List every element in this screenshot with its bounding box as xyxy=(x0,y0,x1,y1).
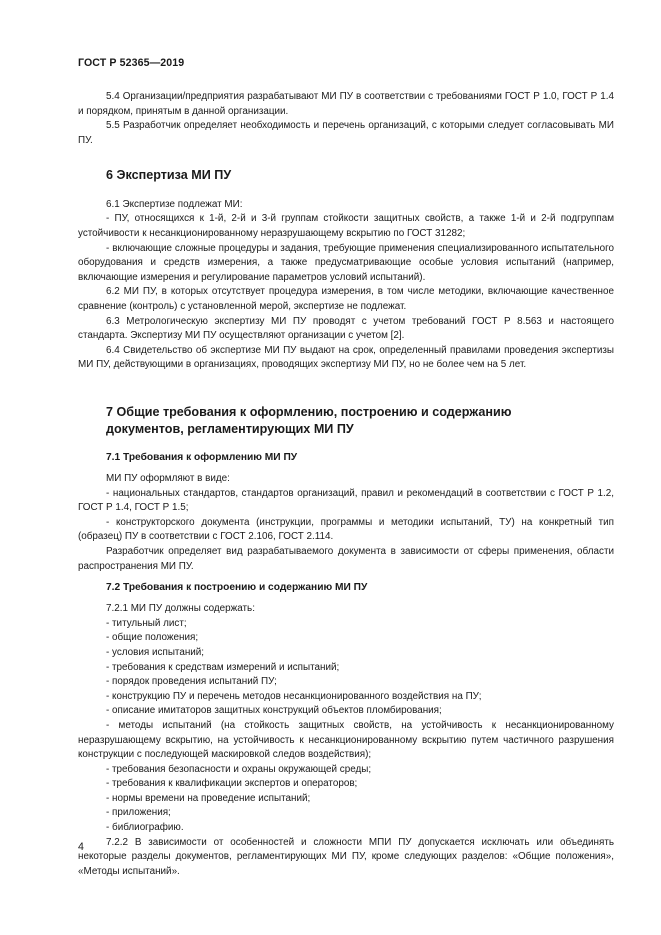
list-item: - приложения; xyxy=(106,807,171,819)
list-item: - нормы времени на проведение испытаний; xyxy=(106,792,311,804)
paragraph-7-1-intro: МИ ПУ оформляют в виде: xyxy=(106,473,230,484)
paragraph-7-2-1: 7.2.1 МИ ПУ должны содержать: xyxy=(106,603,255,615)
section-6-title: 6 Экспертиза МИ ПУ xyxy=(106,168,232,183)
list-item: - библиографию. xyxy=(106,822,184,834)
list-item: - требования к квалификации экспертов и операторов; xyxy=(106,778,358,790)
list-item: - порядок проведения испытаний ПУ; xyxy=(106,676,277,688)
subsection-7-1-title: 7.1 Требования к оформлению МИ ПУ xyxy=(106,452,298,463)
list-item: - требования безопасности и охраны окружающей среды; xyxy=(106,763,372,775)
list-item: - включающие сложные процедуры и задания, требующие применения специализированного испытательного оборудования и средств измерения, а также предусматривающие особые условия испытаний (например, включающие измерения и регулирование параметров условий испытаний). xyxy=(78,242,614,283)
list-item: - конструкцию ПУ и перечень методов несанкционированного воздействия на ПУ; xyxy=(106,690,482,702)
document-page xyxy=(78,0,614,935)
list-item: - ПУ, относящихся к 1-й, 2-й и 3-й группам стойкости защитных свойств, а также 1-й и 2-й подгруппам устойчивости к несанкционированному неразрушающему вскрытию по ГОСТ 31282; xyxy=(78,213,614,240)
list-item: - общие положения; xyxy=(106,632,199,644)
paragraph-7-2-2: 7.2.2 В зависимости от особенностей и сложности МПИ ПУ допускается исключать или объединять некоторые разделы документов, регламентирующих МИ ПУ, кроме следующих разделов: «Общие положения», «Методы испытаний». xyxy=(78,836,614,877)
list-item: - национальных стандартов, стандартов организаций, правил и рекомендаций в соответствии с ГОСТ Р 1.2, ГОСТ Р 1.4, ГОСТ Р 1.5; xyxy=(78,487,614,514)
paragraph-6-3: 6.3 Метрологическую экспертизу МИ ПУ проводят с учетом требований ГОСТ Р 8.563 и настоящего стандарта. Экспертизу МИ ПУ осуществляют организации с учетом [2]. xyxy=(78,315,614,342)
page-number: 4 xyxy=(78,841,84,853)
paragraph-5-4: 5.4 Организации/предприятия разрабатывают МИ ПУ в соответствии с требованиями ГОСТ Р 1.0, ГОСТ Р 1.4 и порядком, принятым в данной организации. xyxy=(78,91,614,117)
paragraph-6-1: 6.1 Экспертизе подлежат МИ: xyxy=(106,198,243,210)
section-7-title-line1: 7 Общие требования к оформлению, построению и содержанию xyxy=(106,405,512,419)
list-item: - методы испытаний (на стойкость защитных свойств, на устойчивость к несанкционированному неразрушающему вскрытию, на устойчивость к несанкционированному вскрытию путем частичного разрушения конструкции с последующей маскировкой следов воздействия); xyxy=(78,719,614,761)
list-item: - конструкторского документа (инструкции, программы и методики испытаний, ТУ) на конкретный тип (образец) ПУ в соответствии с ГОСТ 2.106, ГОСТ 2.114. xyxy=(78,516,614,543)
list-item: - титульный лист; xyxy=(106,617,187,629)
list-item: - требования к средствам измерений и испытаний; xyxy=(106,661,340,673)
paragraph-5-5: 5.5 Разработчик определяет необходимость и перечень организаций, с которыми следует согласовывать МИ ПУ. xyxy=(78,120,614,146)
subsection-7-2-title: 7.2 Требования к построению и содержанию МИ ПУ xyxy=(106,582,368,594)
paragraph-6-4: 6.4 Свидетельство об экспертизе МИ ПУ выдают на срок, определенный правилами проведения экспертизы МИ ПУ, действующими в организациях, проводящих экспертизу МИ ПУ, но не более чем на 5 лет. xyxy=(78,344,614,371)
document-body xyxy=(78,90,614,879)
document-code-header: ГОСТ Р 52365—2019 xyxy=(78,57,185,69)
paragraph-6-2: 6.2 МИ ПУ, в которых отсутствует процедура измерения, в том числе методики, включающие качественное сравнение (контроль) с установленной мерой, экспертизе не подлежат. xyxy=(78,286,614,313)
paragraph-7-1-developer: Разработчик определяет вид разрабатываемого документа в зависимости от сферы применения, области распространения МИ ПУ. xyxy=(78,545,614,572)
section-7-title-line2: документов, регламентирующих МИ ПУ xyxy=(106,421,354,436)
section-7-title xyxy=(78,404,614,437)
list-item: - условия испытаний; xyxy=(106,646,205,658)
list-item: - описание имитаторов защитных конструкций объектов пломбирования; xyxy=(106,705,442,717)
